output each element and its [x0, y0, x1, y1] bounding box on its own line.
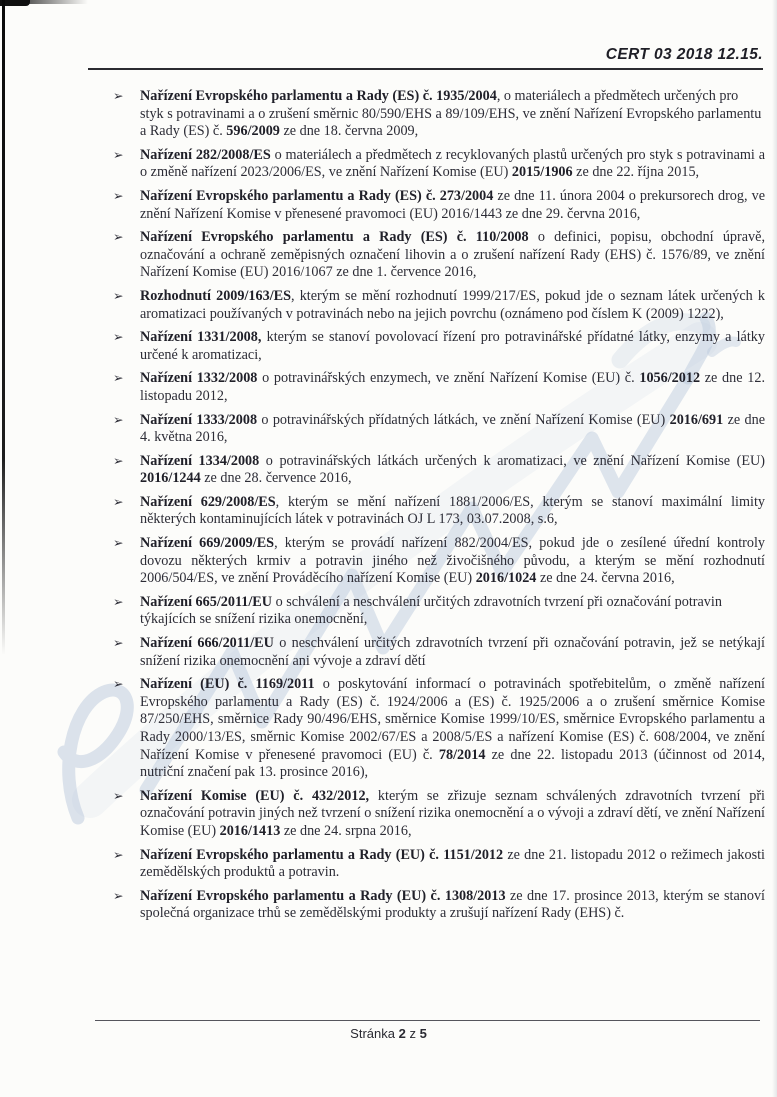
regulation-ref-bold: Nařízení Evropského parlamentu a Rady (EU) č. 1151/2012 — [140, 846, 504, 863]
regulation-text: ze dne 11. února 2004 o prekursorech drog, ve znění Nařízení Komise v přenesené pravomoci (EU) 2016/1443 ze dne 29. června 2016, — [140, 187, 765, 222]
regulation-text: , kterým se provádí nařízení 882/2004/ES, pokud jde o zesílené úřední kontroly dovozu některých krmiv a potravin jiného než živočišného původu, a kterým se mění rozhodnutí 2006/504/ES, ve znění Prováděcího nařízení Komise (EU) — [140, 535, 765, 587]
regulation-item — [90, 147, 765, 182]
regulation-text: ze dne 4. května 2016, — [140, 411, 765, 446]
scan-artifact-right-edge — [772, 0, 777, 1097]
regulation-text: o potravinářských přídatných látkách, ve znění Nařízení Komise (EU) — [257, 411, 670, 428]
regulation-ref-bold: Nařízení Komise (EU) č. 432/2012, — [140, 787, 370, 804]
arrow-bullet-icon: ➢ — [113, 636, 124, 651]
regulation-ref-bold: 2016/1024 — [475, 570, 537, 587]
arrow-bullet-icon: ➢ — [113, 230, 124, 245]
regulation-text: ze dne 18. června 2009, — [279, 123, 419, 140]
arrow-bullet-icon: ➢ — [113, 536, 124, 551]
regulation-item — [90, 635, 765, 670]
regulation-ref-bold: Nařízení 1334/2008 — [140, 452, 260, 469]
regulation-ref-bold: Nařízení 665/2011/EU — [140, 593, 273, 610]
regulation-item — [90, 188, 765, 223]
regulation-ref-bold: Nařízení (EU) č. 1169/2011 — [140, 676, 315, 693]
regulation-ref-bold: Nařízení Evropského parlamentu a Rady (ES) č. 1935/2004 — [140, 88, 497, 104]
regulation-text: , kterým se mění rozhodnutí 1999/217/ES, pokud jde o seznam látek určených k aromatizaci používaných v potravinách nebo na jejich povrchu (oznámeno pod číslem K (2009) 1222), — [140, 287, 765, 322]
footer-divider — [95, 1020, 760, 1021]
regulation-text: kterým se zřizuje seznam schválených zdravotních tvrzení při označování potravin jiných než tvrzení o snížení rizika onemocnění a o vývoji a zdraví dětí, ve znění Nařízení Komise (EU) — [140, 787, 765, 839]
page-number — [0, 1026, 777, 1041]
regulation-ref-bold: 2016/1413 — [219, 822, 281, 839]
regulation-item — [90, 329, 765, 364]
regulation-ref-bold: 2016/691 — [669, 411, 724, 428]
regulation-item — [90, 494, 765, 529]
regulation-ref-bold: Nařízení Evropského parlamentu a Rady (ES) č. 273/2004 — [140, 187, 494, 204]
regulation-list — [90, 88, 765, 929]
scan-artifact-left-edge — [2, 0, 5, 655]
regulation-text: o materiálech a předmětech z recyklovaných plastů určených pro styk s potravinami a o změně nařízení 2023/2006/ES, ve znění Nařízení Komise (EU) — [140, 146, 765, 181]
regulation-text: ze dne 12. listopadu 2012, — [140, 370, 765, 404]
regulation-text: ze dne 22. listopadu 2013 (účinnost od 2014, nutriční značení pak 13. prosince 2016), — [140, 746, 765, 781]
regulation-item — [90, 676, 765, 782]
arrow-bullet-icon: ➢ — [113, 89, 124, 103]
regulation-item — [90, 453, 765, 488]
regulation-item — [90, 888, 765, 923]
regulation-ref-bold: Rozhodnutí 2009/163/ES — [140, 287, 292, 304]
page-number-prefix: Stránka — [350, 1026, 395, 1041]
regulation-ref-bold: Nařízení Evropského parlamentu a Rady (EU) č. 1308/2013 — [140, 887, 506, 904]
regulation-item — [90, 88, 765, 141]
regulation-ref-bold: 596/2009 — [226, 123, 280, 140]
page-number-separator: z — [409, 1026, 416, 1041]
regulation-item — [90, 847, 765, 882]
arrow-bullet-icon: ➢ — [113, 188, 124, 203]
regulation-text: kterým se stanoví povolovací řízení pro potravinářské přídatné látky, enzymy a látky určené k aromatizaci, — [140, 329, 765, 363]
regulation-ref-bold: 2015/1906 — [511, 164, 573, 181]
regulation-text: ze dne 22. října 2015, — [572, 164, 700, 181]
regulation-item — [90, 594, 765, 629]
page-number-current: 2 — [398, 1026, 406, 1041]
regulation-text: o neschválení určitých zdravotních tvrzení při označování potravin, jež se netýkají snížení rizika onemocnění ani vývoje a zdraví dětí — [140, 635, 765, 669]
regulation-ref-bold: Nařízení Evropského parlamentu a Rady (ES) č. 110/2008 — [140, 229, 529, 246]
document-header — [88, 46, 763, 70]
regulation-text: ze dne 28. července 2016, — [200, 470, 352, 487]
regulation-ref-bold: 1056/2012 — [639, 370, 701, 387]
document-code: CERT 03 2018 12.15. — [605, 46, 763, 63]
regulation-text: ze dne 17. prosince 2013, kterým se stanoví společná organizace trhů se zemědělskými produkty a zrušují nařízení Rady (EHS) č. — [140, 887, 765, 922]
arrow-bullet-icon: ➢ — [113, 412, 124, 427]
regulation-text: o schválení a neschválení určitých zdravotních tvrzení při označování potravin týkajících se snížení rizika onemocnění, — [140, 593, 722, 628]
regulation-ref-bold: 78/2014 — [438, 746, 486, 763]
regulation-text: ze dne 24. srpna 2016, — [280, 822, 412, 839]
arrow-bullet-icon: ➢ — [113, 330, 124, 345]
regulation-text: o definici, popisu, obchodní úpravě, označování a ochraně zeměpisných označení lihovin a o zrušení nařízení Rady (EHS) č. 1576/89, ve znění Nařízení Komise (EU) 2016/1067 ze dne 1. července 2016, — [140, 229, 765, 281]
arrow-bullet-icon: ➢ — [113, 371, 124, 386]
arrow-bullet-icon: ➢ — [113, 888, 124, 903]
regulation-item — [90, 229, 765, 282]
regulation-text: o potravinářských látkách určených k aromatizaci, ve znění Nařízení Komise (EU) — [259, 452, 765, 469]
regulation-text: o poskytování informací o potravinách spotřebitelům, o změně nařízení Evropského parlamentu a Rady (ES) č. 1924/2006 a (ES) č. 1925/2006 a o zrušení směrnice Komise 87/250/EHS, směrnice Rady 90/496/EHS, směrnice Komise 1999/10/ES, směrnice Evropského parlamentu a Rady 2000/13/ES, směrnic Komise 2002/67/ES a 2008/5/ES a nařízení Komise (ES) č. 608/2004, ve znění Nařízení Komise v přenesené pravomoci (EU) č. — [140, 676, 765, 763]
regulation-ref-bold: Nařízení 666/2011/EU — [140, 635, 274, 652]
arrow-bullet-icon: ➢ — [113, 147, 124, 162]
regulation-ref-bold: Nařízení 629/2008/ES — [140, 493, 276, 510]
regulation-ref-bold: Nařízení 1333/2008 — [140, 411, 258, 428]
arrow-bullet-icon: ➢ — [113, 494, 124, 509]
arrow-bullet-icon: ➢ — [113, 594, 124, 609]
regulation-text: , o materiálech a předmětech určených pro styk s potravinami a o zrušení směrnic 80/590/EHS a 89/109/EHS, ve znění Nařízení Evropského parlamentu a Rady (ES) č. — [140, 88, 762, 140]
regulation-item — [90, 535, 765, 588]
regulation-item — [90, 370, 765, 405]
regulation-item — [90, 788, 765, 841]
regulation-ref-bold: Nařízení 1331/2008, — [140, 329, 262, 346]
regulation-ref-bold: Nařízení 1332/2008 — [140, 370, 258, 387]
regulation-ref-bold: Nařízení 669/2009/ES — [140, 535, 275, 552]
regulation-item — [90, 412, 765, 447]
arrow-bullet-icon: ➢ — [113, 788, 124, 803]
regulation-text: ze dne 24. června 2016, — [536, 570, 675, 587]
arrow-bullet-icon: ➢ — [113, 453, 124, 468]
arrow-bullet-icon: ➢ — [113, 288, 124, 303]
regulation-item — [90, 288, 765, 323]
regulation-text: o potravinářských enzymech, ve znění Nařízení Komise (EU) č. — [257, 370, 640, 387]
arrow-bullet-icon: ➢ — [113, 847, 124, 862]
regulation-text: ze dne 21. listopadu 2012 o režimech jakosti zemědělských produktů a potravin. — [140, 846, 765, 881]
page-number-total: 5 — [419, 1026, 427, 1041]
regulation-ref-bold: Nařízení 282/2008/ES — [140, 146, 271, 163]
arrow-bullet-icon: ➢ — [113, 677, 124, 692]
regulation-ref-bold: 2016/1244 — [140, 470, 201, 487]
regulation-text: , kterým se mění nařízení 1881/2006/ES, kterým se stanoví maximální limity některých kontaminujících látek v potravinách OJ L 173, 03.07.2008, s.6, — [140, 493, 766, 528]
